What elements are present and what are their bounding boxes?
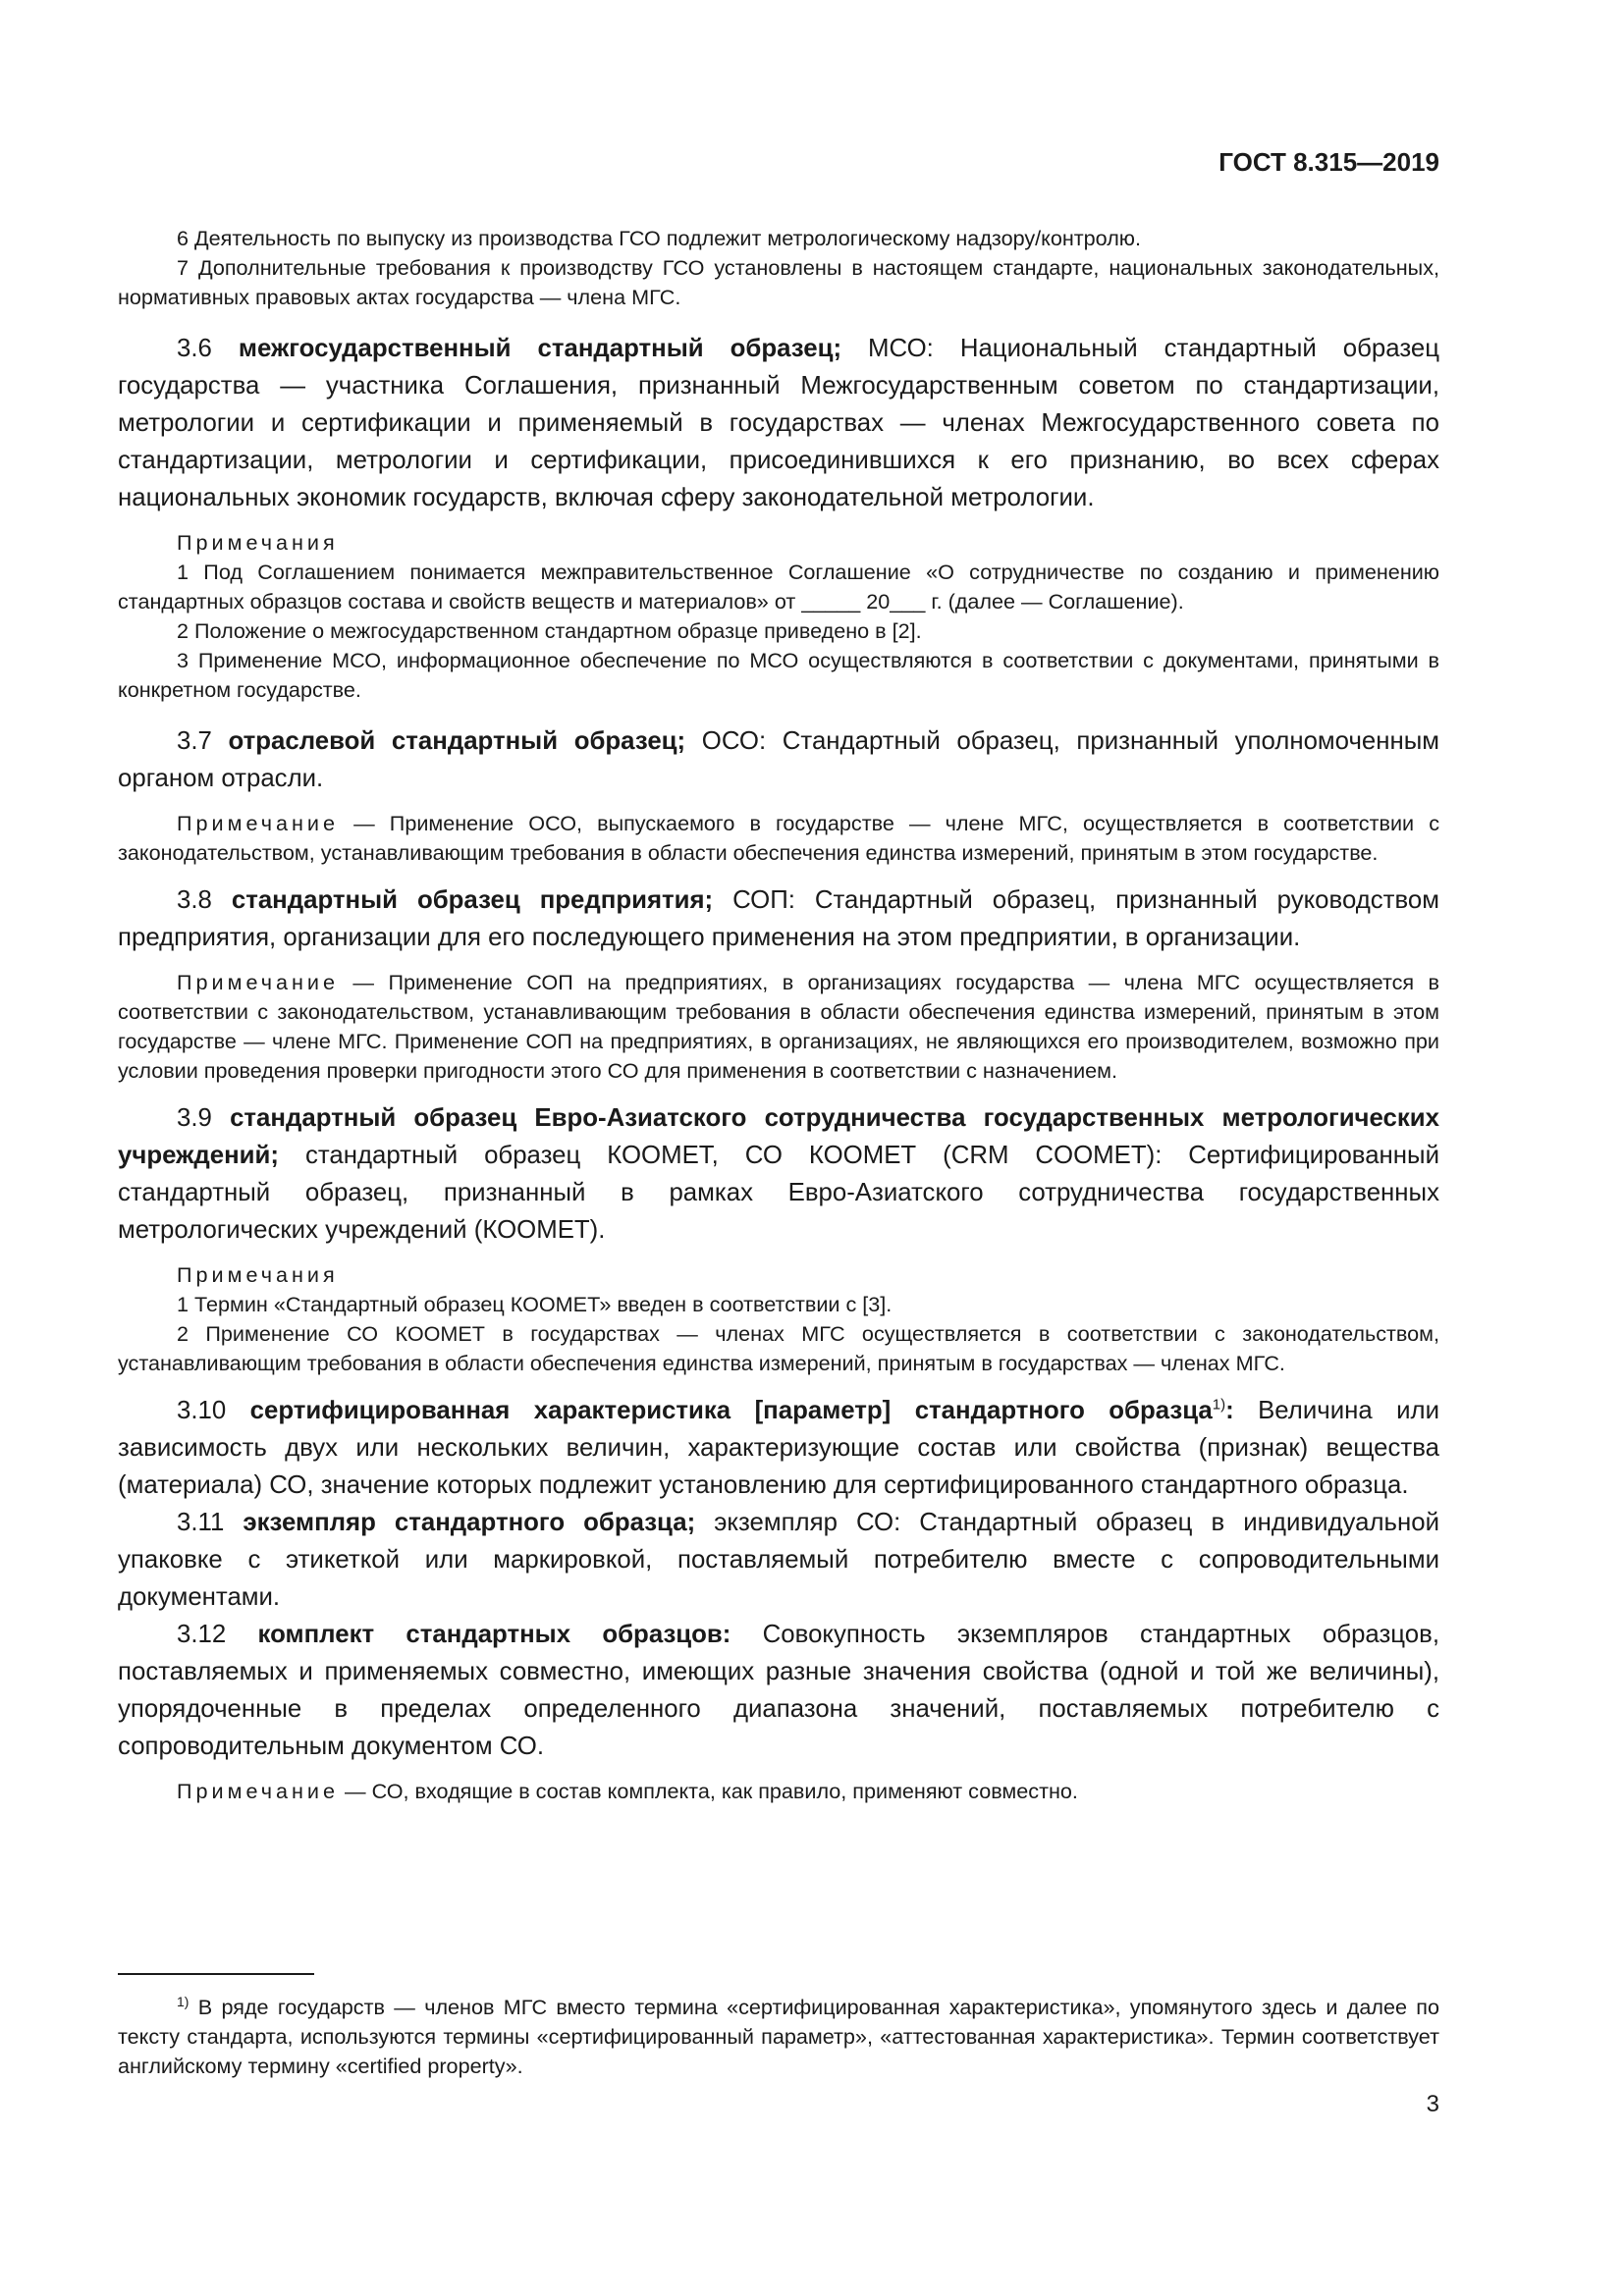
term-name: отраслевой стандартный образец; bbox=[228, 727, 686, 755]
term-number: 3.11 bbox=[177, 1509, 225, 1536]
note-label: Примечание bbox=[177, 1779, 339, 1803]
note-3-6-3: 3 Применение МСО, информационное обеспечение по МСО осуществляются в соответствии с документами, принятыми в конкретном государстве. bbox=[118, 648, 1439, 702]
note-text: — Применение СОП на предприятиях, в организациях государства — члена МГС осуществляется в соответствии с законодательством, устанавливающим требования в области обеспечения единства измерений, принятым в этом государстве — члене МГС. Применение СОП на предприятиях, в организациях, не являющихся его производителем, возможно при условии проведения проверки пригодности этого СО для применения в соответствии с назначением. bbox=[118, 970, 1439, 1083]
note-3-6-1: 1 Под Соглашением понимается межправительственное Соглашение «О сотрудничестве по созданию и применению стандартных образцов состава и свойств веществ и материалов» от _____ 20___ г. (далее — Соглашение). bbox=[118, 560, 1439, 614]
notes-heading: Примечания bbox=[177, 530, 339, 555]
footnote-mark: 1) bbox=[177, 1993, 189, 2009]
term-name: комплект стандартных образцов: bbox=[257, 1621, 731, 1648]
term-name: сертифицированная характеристика [параметр] стандартного образца bbox=[249, 1397, 1213, 1424]
note-text: — Применение ОСО, выпускаемого в государстве — члене МГС, осуществляется в соответствии с законодательством, устанавливающим требования в области обеспечения единства измерений, принятым в этом государстве. bbox=[118, 811, 1439, 865]
term-name: межгосударственный стандартный образец; bbox=[238, 335, 842, 362]
term-definition: стандартный образец КООМЕТ, СО КООМЕТ (CRM COOMET): Сертифицированный стандартный образец, признанный в рамках Евро-Азиатского сотрудничества государственных метрологических учреждений (КООМЕТ). bbox=[118, 1142, 1439, 1244]
note-3-7 bbox=[118, 809, 1439, 868]
note-3-8 bbox=[118, 968, 1439, 1086]
term-name: стандартный образец Евро-Азиатского сотрудничества государственных метрологических учреждений; bbox=[118, 1104, 1440, 1169]
document-number: ГОСТ 8.315—2019 bbox=[1218, 147, 1439, 177]
note-3-9-1: 1 Термин «Стандартный образец КООМЕТ» введен в соответствии с [3]. bbox=[177, 1292, 893, 1316]
note-3-6-2: 2 Положение о межгосударственном стандартном образце приведено в [2]. bbox=[177, 618, 922, 643]
term-3-7 bbox=[118, 722, 1439, 797]
note-label: Примечание bbox=[177, 970, 339, 994]
term-number: 3.8 bbox=[177, 886, 212, 914]
footnote-divider bbox=[118, 1973, 314, 1975]
footnote-text: В ряде государств — членов МГС вместо термина «сертифицированная характеристика», упомянутого здесь и далее по тексту стандарта, используются термины «сертифицированный параметр», «аттестованная характеристика». Термин соответствует английскому термину «certified property». bbox=[118, 1995, 1439, 2078]
term-definition: МСО: Национальный стандартный образец государства — участника Соглашения, признанный Межгосударственным советом по стандартизации, метрологии и сертификации и применяемый в государствах — членах Межгосударственного совета по стандартизации, метрологии и сертификации, присоединившихся к его признанию, во всех сферах национальных экономик государств, включая сферу законодательной метрологии. bbox=[118, 335, 1439, 511]
term-3-12 bbox=[118, 1616, 1439, 1765]
term-3-11 bbox=[118, 1504, 1439, 1616]
term-3-6 bbox=[118, 330, 1439, 516]
note-3-9-2: 2 Применение СО КООМЕТ в государствах — членах МГС осуществляется в соответствии с законодательством, устанавливающим требования в области обеспечения единства измерений, принятым в государствах — членах МГС. bbox=[118, 1321, 1439, 1375]
term-number: 3.12 bbox=[177, 1621, 227, 1648]
term-definition: экземпляр СО: Стандартный образец в индивидуальной упаковке с этикеткой или маркировкой, поставляемый потребителю вместе с сопроводительными документами. bbox=[118, 1509, 1439, 1611]
note-6: 6 Деятельность по выпуску из производства ГСО подлежит метрологическому надзору/контролю. bbox=[177, 226, 1141, 250]
term-name: экземпляр стандартного образца; bbox=[243, 1509, 696, 1536]
term-number: 3.7 bbox=[177, 727, 212, 755]
note-3-12 bbox=[118, 1777, 1439, 1806]
footnote bbox=[118, 1993, 1439, 2081]
term-3-8 bbox=[118, 881, 1439, 956]
note-text: — СО, входящие в состав комплекта, как правило, применяют совместно. bbox=[339, 1779, 1078, 1803]
term-colon: : bbox=[1225, 1397, 1234, 1424]
term-number: 3.10 bbox=[177, 1397, 227, 1424]
term-definition: Величина или зависимость двух или нескольких величин, характеризующие состав или свойства (признак) вещества (материала) СО, значение которых подлежит установлению для сертифицированного стандартного образца. bbox=[118, 1397, 1439, 1499]
notes-heading: Примечания bbox=[177, 1262, 339, 1287]
term-number: 3.6 bbox=[177, 335, 212, 362]
note-7: 7 Дополнительные требования к производству ГСО установлены в настоящем стандарте, национальных законодательных, нормативных правовых актах государства — члена МГС. bbox=[118, 255, 1439, 309]
page-content bbox=[118, 224, 1439, 1806]
term-definition: ОСО: Стандартный образец, признанный уполномоченным органом отрасли. bbox=[118, 727, 1440, 792]
term-name: стандартный образец предприятия; bbox=[231, 886, 714, 914]
term-definition: Совокупность экземпляров стандартных образцов, поставляемых и применяемых совместно, имеющих разные значения свойства (одной и той же величины), упорядоченные в пределах определенного диапазона значений, поставляемых потребителю с сопроводительным документом СО. bbox=[118, 1621, 1440, 1760]
term-3-9 bbox=[118, 1099, 1439, 1249]
term-number: 3.9 bbox=[177, 1104, 212, 1132]
page-number: 3 bbox=[1426, 2091, 1439, 2117]
footnote-ref[interactable]: 1) bbox=[1212, 1396, 1226, 1414]
note-label: Примечание bbox=[177, 811, 339, 835]
term-3-10 bbox=[118, 1392, 1439, 1504]
term-definition: СОП: Стандартный образец, признанный руководством предприятия, организации для его последующего применения на этом предприятии, в организации. bbox=[118, 886, 1439, 951]
